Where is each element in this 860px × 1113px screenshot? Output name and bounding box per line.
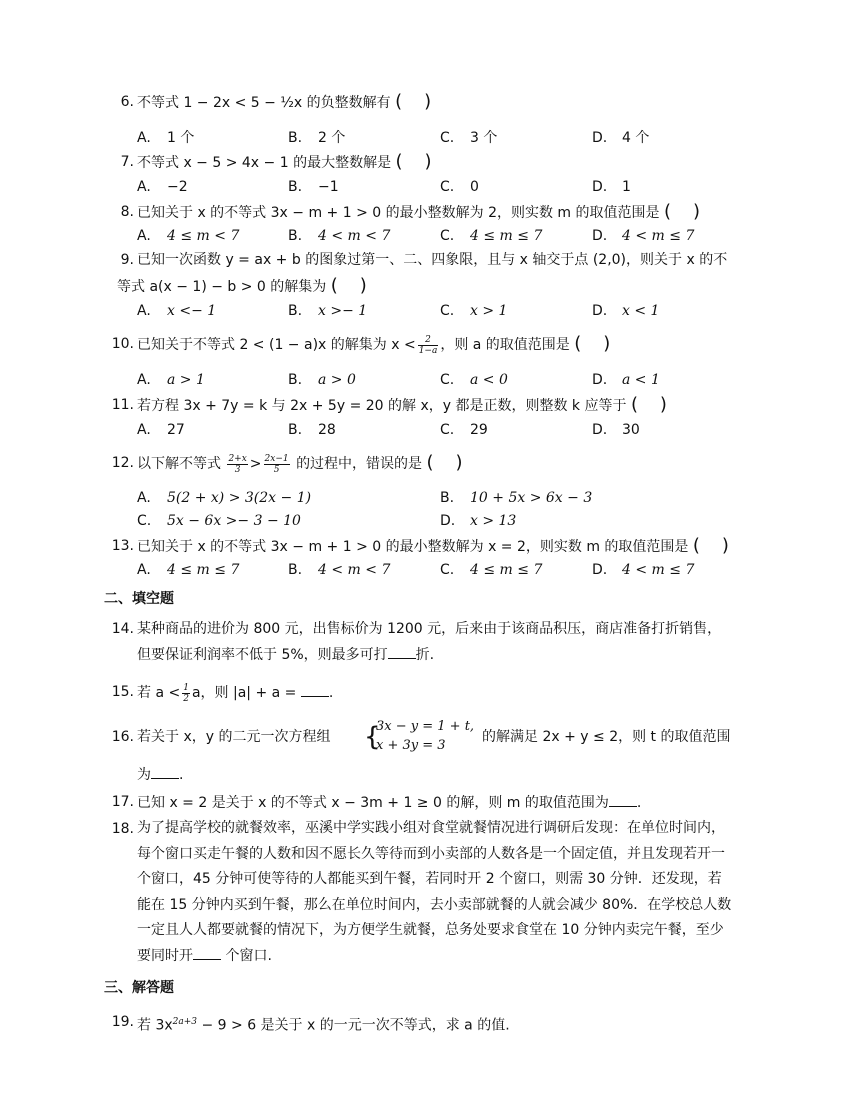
option-text: x >− 1 — [318, 303, 368, 319]
option-b — [288, 128, 345, 148]
fraction-numerator: 2x−1 — [264, 453, 289, 464]
stem-text: 以下解不等式 — [137, 456, 221, 472]
question-stem-continued — [137, 644, 434, 665]
option-label: B. — [288, 562, 303, 578]
option-b — [288, 560, 390, 580]
option-text: 4 < m < 7 — [318, 228, 391, 244]
option-d — [592, 420, 640, 440]
option-b — [288, 177, 339, 197]
stem-text: 已知关于 x 的不等式 3x − m + 1 > 0 的最小整数解为 2，则实数 m 的取值范围是 — [137, 205, 660, 221]
question-stem — [137, 202, 704, 223]
question-stem-continued — [137, 764, 183, 785]
question-number: 11. — [111, 397, 134, 413]
option-a — [137, 420, 185, 440]
option-text: 4 < m < 7 — [318, 562, 391, 578]
option-label: D. — [592, 179, 608, 195]
question-number: 10. — [111, 336, 134, 352]
question-stem — [137, 682, 333, 704]
fraction — [182, 683, 190, 704]
stem-text: 个窗口. — [225, 947, 272, 964]
option-text: x > 13 — [470, 513, 517, 529]
option-label: B. — [288, 372, 303, 388]
fraction-numerator: 2+x — [228, 453, 247, 464]
option-text: 4 < m ≤ 7 — [622, 228, 695, 244]
question-stem — [137, 1012, 510, 1036]
option-label: B. — [440, 490, 455, 506]
stem-text: . — [179, 767, 184, 783]
stem-text: . — [328, 685, 334, 701]
fraction-numerator: 1 — [183, 682, 189, 693]
option-label: D. — [592, 228, 608, 244]
stem-text: 折. — [415, 647, 435, 663]
option-text: a < 1 — [622, 372, 660, 388]
option-text: 4 ≤ m ≤ 7 — [470, 228, 543, 244]
option-label: C. — [440, 562, 455, 578]
option-label: D. — [592, 303, 608, 319]
answer-blank — [193, 945, 221, 960]
question-stem: 已知一次函数 y = ax + b 的图象过第一、二、四象限，且与 x 轴交于点 (2,0)，则关于 x 的不 — [137, 252, 728, 268]
option-c — [440, 226, 542, 246]
fraction — [227, 454, 247, 475]
option-label: C. — [440, 179, 455, 195]
question-number: 12. — [111, 455, 134, 471]
option-a — [137, 226, 239, 246]
answer-blank — [301, 682, 329, 697]
paragraph-line: 为了提高学校的就餐效率，巫溪中学实践小组对食堂就餐情况进行调研后发现：在单位时间内， — [137, 820, 725, 836]
option-text: 2 个 — [318, 130, 346, 146]
answer-bracket — [331, 276, 371, 297]
question-number: 17. — [111, 794, 134, 810]
option-label: D. — [592, 422, 608, 438]
option-b — [288, 420, 336, 440]
option-label: B. — [288, 179, 303, 195]
equation-2: x + 3y = 3 — [376, 738, 446, 753]
stem-text: 若 3x — [137, 1017, 173, 1034]
stem-text: 已知关于不等式 2 < (1 − a)x 的解集为 x < — [137, 337, 416, 353]
option-d — [592, 128, 649, 148]
option-text: 4 ≤ m ≤ 7 — [470, 562, 543, 578]
option-text: 10 + 5x > 6x − 3 — [470, 490, 593, 506]
fraction-numerator: 2 — [418, 335, 439, 346]
fraction — [418, 335, 439, 356]
answer-blank — [609, 792, 637, 807]
option-c — [440, 370, 508, 390]
option-label: D. — [592, 130, 608, 146]
question-16 — [0, 719, 860, 767]
option-a — [137, 301, 216, 321]
question-stem — [137, 334, 614, 356]
option-text: 3 个 — [470, 130, 498, 146]
answer-bracket — [664, 202, 704, 223]
option-label: C. — [137, 513, 152, 529]
option-a — [137, 488, 311, 508]
option-label: B. — [288, 422, 303, 438]
option-b — [440, 488, 592, 508]
option-d — [440, 511, 516, 531]
option-c — [440, 560, 542, 580]
question-stem — [137, 395, 671, 416]
option-text: 4 ≤ m < 7 — [167, 228, 240, 244]
question-number: 14. — [111, 621, 134, 637]
option-label: A. — [137, 422, 151, 438]
question-number: 9. — [120, 252, 134, 268]
option-a — [137, 177, 188, 197]
option-text: 4 < m ≤ 7 — [622, 562, 695, 578]
section-heading-fill-in: 二、填空题 — [104, 591, 174, 607]
option-label: C. — [440, 372, 455, 388]
question-stem — [137, 453, 467, 475]
option-a — [137, 560, 239, 580]
option-c — [440, 420, 488, 440]
option-text: a > 1 — [167, 372, 205, 388]
question-number: 15. — [111, 684, 134, 700]
stem-text: 已知 x = 2 是关于 x 的不等式 x − 3m + 1 ≥ 0 的解，则 m 的取值范围为 — [137, 795, 609, 811]
question-number: 6. — [120, 94, 134, 110]
fraction-denominator: 1−a — [418, 345, 438, 356]
option-label: C. — [440, 130, 455, 146]
answer-blank — [151, 764, 179, 779]
option-text: 5x − 6x >− 3 − 10 — [167, 513, 301, 529]
question-number: 7. — [120, 154, 134, 170]
option-label: B. — [288, 130, 303, 146]
option-label: C. — [440, 228, 455, 244]
option-text: 29 — [470, 422, 488, 438]
option-c — [440, 301, 507, 321]
fraction — [264, 454, 290, 475]
option-d — [592, 226, 694, 246]
question-stem: 某种商品的进价为 800 元，出售标价为 1200 元，后来由于该商品积压，商店准备打折销售， — [137, 621, 722, 637]
answer-bracket — [427, 453, 467, 474]
option-label: A. — [137, 372, 151, 388]
question-number: 8. — [120, 204, 134, 220]
paragraph-line — [137, 944, 762, 970]
stem-text: ，则 a 的取值范围是 — [440, 337, 570, 353]
option-text: a > 0 — [318, 372, 356, 388]
option-label: A. — [137, 130, 151, 146]
paragraph-line: 个窗口，45 分钟可使等待的人都能买到午餐，若同时开 2 个窗口，则需 30 分钟．还发现，若 — [137, 871, 722, 887]
question-number: 16. — [111, 729, 134, 745]
question-number: 19. — [111, 1014, 134, 1030]
operator: > — [249, 456, 262, 472]
answer-bracket — [574, 334, 614, 355]
option-b — [288, 226, 390, 246]
stem-text: 但要保证利润率不低于 5%，则最多可打 — [137, 647, 388, 663]
section-heading-answer: 三、解答题 — [104, 980, 174, 996]
stem-text: 要同时开 — [137, 947, 193, 964]
fraction-denominator: 3 — [234, 464, 241, 475]
system-brace: { — [364, 722, 381, 752]
option-text: 4 ≤ m ≤ 7 — [167, 562, 240, 578]
stem-text: 已知关于 x 的不等式 3x − m + 1 > 0 的最小整数解为 x = 2，则实数 m 的取值范围是 — [137, 539, 689, 555]
option-text: 4 个 — [622, 130, 650, 146]
option-d — [592, 560, 694, 580]
question-stem-continued — [117, 276, 371, 297]
option-label: C. — [440, 422, 455, 438]
option-text: 0 — [470, 179, 479, 195]
stem-text: a，则 |a| + a = — [191, 685, 297, 701]
stem-text: . — [636, 795, 642, 811]
option-label: C. — [440, 303, 455, 319]
answer-bracket — [693, 536, 733, 557]
question-stem — [137, 792, 641, 813]
option-text: 5(2 + x) > 3(2x − 1) — [167, 490, 312, 506]
paragraph-line: 一定且人人都要就餐的情况下，为方便学生就餐，总务处要求食堂在 10 分钟内卖完午餐，至少 — [137, 922, 724, 938]
option-a — [137, 370, 205, 390]
option-c — [137, 511, 301, 531]
option-text: a < 0 — [470, 372, 508, 388]
fraction-denominator: 2 — [183, 693, 189, 704]
option-d — [592, 177, 631, 197]
option-label: A. — [137, 228, 151, 244]
fraction-denominator: 5 — [273, 464, 280, 475]
option-text: x > 1 — [470, 303, 508, 319]
option-label: A. — [137, 490, 151, 506]
option-label: A. — [137, 303, 151, 319]
stem-text: 为 — [137, 767, 151, 783]
option-label: D. — [440, 513, 456, 529]
question-number: 13. — [111, 538, 134, 554]
question-18-body — [137, 816, 762, 969]
stem-text: 的过程中，错误的是 — [296, 456, 423, 472]
exponent: 2a+3 — [172, 1017, 198, 1027]
option-label: A. — [137, 179, 151, 195]
question-stem — [137, 536, 733, 557]
paragraph-line: 能在 15 分钟内买到午餐，那么在单位时间内，去小卖部就餐的人就会减少 80%．在学校总人数 — [137, 896, 732, 913]
option-label: D. — [592, 562, 608, 578]
option-text: 30 — [622, 422, 640, 438]
answer-bracket — [631, 395, 671, 416]
option-text: −2 — [167, 179, 188, 195]
stem-text: 不等式 x − 5 > 4x − 1 的最大整数解是 — [137, 155, 392, 171]
option-text: 1 — [622, 179, 631, 195]
option-text: 27 — [167, 422, 185, 438]
stem-text: 不等式 1 − 2x < 5 − ½x 的负整数解有 — [137, 95, 391, 111]
option-d — [592, 301, 659, 321]
stem-text: 若 a < — [137, 685, 181, 701]
question-number: 18. — [111, 821, 134, 837]
answer-bracket — [396, 152, 436, 173]
question-stem: 若关于 x，y 的二元一次方程组 — [137, 729, 331, 745]
equation-1: 3x − y = 1 + t, — [376, 719, 475, 734]
option-b — [288, 301, 367, 321]
option-text: −1 — [318, 179, 339, 195]
option-text: x <− 1 — [167, 303, 217, 319]
option-a — [137, 128, 194, 148]
option-text: x < 1 — [622, 303, 660, 319]
stem-text: 若方程 3x + 7y = k 与 2x + 5y = 20 的解 x，y 都是正数，则整数 k 应等于 — [137, 398, 627, 414]
option-label: D. — [592, 372, 608, 388]
paragraph-line: 每个窗口买走午餐的人数和因不愿长久等待而到小卖部的人数各是一个固定值，并且发现若开一 — [137, 845, 725, 862]
option-label: B. — [288, 303, 303, 319]
answer-blank — [388, 644, 416, 659]
answer-bracket — [395, 92, 435, 113]
option-c — [440, 128, 497, 148]
option-label: B. — [288, 228, 303, 244]
option-c — [440, 177, 479, 197]
question-stem — [137, 92, 435, 113]
stem-text: 等式 a(x − 1) − b > 0 的解集为 — [117, 279, 327, 295]
stem-text: − 9 > 6 是关于 x 的一元一次不等式，求 a 的值. — [201, 1017, 510, 1034]
option-b — [288, 370, 356, 390]
option-d — [592, 370, 660, 390]
stem-text: 的解满足 2x + y ≤ 2，则 t 的取值范围 — [482, 729, 731, 745]
option-label: A. — [137, 562, 151, 578]
question-stem — [137, 152, 436, 173]
option-text: 1 个 — [167, 130, 195, 146]
option-text: 28 — [318, 422, 336, 438]
